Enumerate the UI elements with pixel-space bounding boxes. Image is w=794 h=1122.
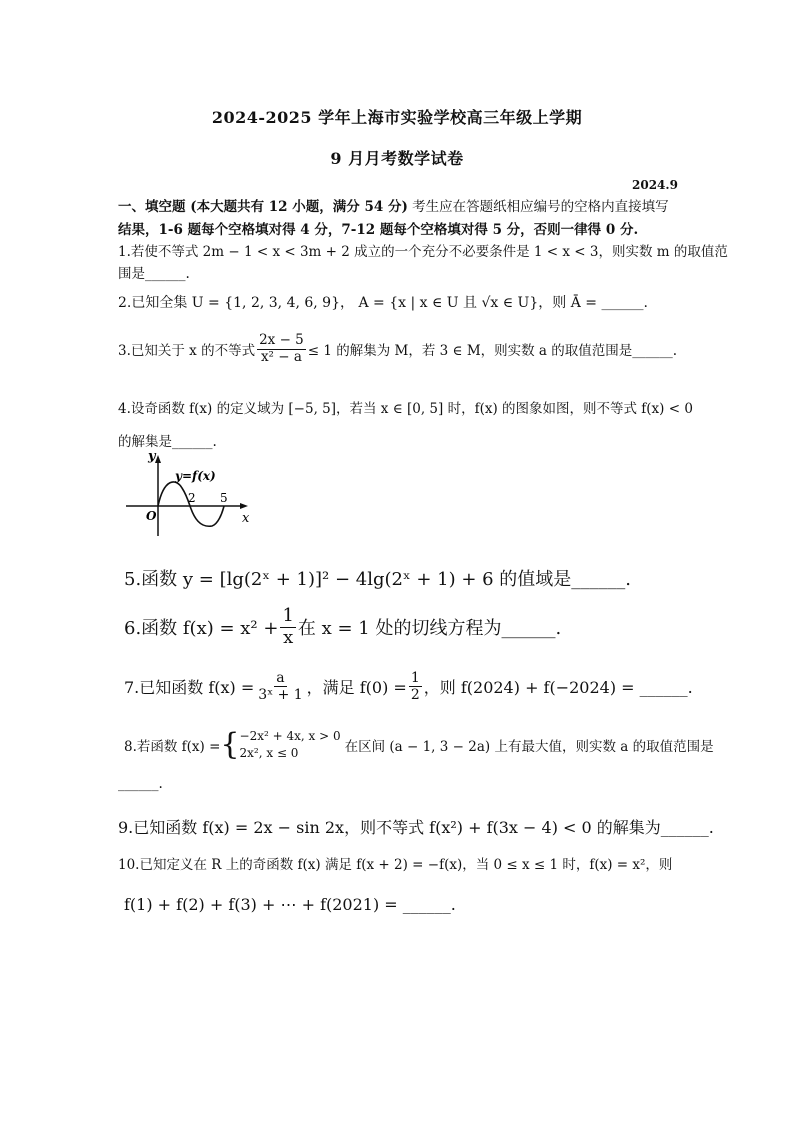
piecewise-brace: { xyxy=(220,727,240,762)
question-3-prefix: 3.已知关于 x 的不等式 xyxy=(118,343,256,360)
question-9: 9.已知函数 f(x) = 2x − sin 2x，则不等式 f(x²) + f(3x − 4) < 0 的解集为______. xyxy=(118,818,714,837)
question-7-fraction-2 xyxy=(409,670,422,703)
origin-label: O xyxy=(146,509,157,523)
question-3-denominator: x² − a xyxy=(260,348,302,365)
piecewise-case-1: −2x² + 4x, x > 0 xyxy=(239,728,341,743)
question-5: 5.函数 y = [lg(2ˣ + 1)]² − 4lg(2ˣ + 1) + 6 的值域是______. xyxy=(124,569,632,590)
question-6-suffix: 在 x = 1 处的切线方程为______. xyxy=(297,618,562,640)
question-6-fraction xyxy=(280,606,295,648)
question-8 xyxy=(124,727,714,762)
tick-label-2: 2 xyxy=(188,491,196,505)
section-instructions-line2: 结果，1-6 题每个空格填对得 4 分，7-12 题每个空格填对得 5 分，否则一律得 0 分. xyxy=(118,222,639,238)
exam-date: 2024.9 xyxy=(632,178,678,192)
question-3-fraction xyxy=(257,333,306,365)
question-6-prefix: 6.函数 f(x) = x² + xyxy=(124,618,279,640)
y-axis-label: y xyxy=(148,449,156,464)
question-1-line2: 围是______. xyxy=(118,266,190,282)
question-8-suffix: 在区间 (a − 1, 3 − 2a) 上有最大值，则实数 a 的取值范围是 xyxy=(344,738,714,755)
question-7-suffix: ，则 f(2024) + f(−2024) = ______. xyxy=(423,678,693,698)
question-3-suffix: ≤ 1 的解集为 M，若 3 ∈ M，则实数 a 的取值范围是______. xyxy=(307,343,678,360)
question-1-line1: 1.若使不等式 2m − 1 < x < 3m + 2 成立的一个充分不必要条件是 1 < x < 3，则实数 m 的取值范 xyxy=(118,244,728,260)
question-7-middle: ，满足 f(0) = xyxy=(306,678,407,698)
question-3 xyxy=(118,333,677,365)
question-4-line1: 4.设奇函数 f(x) 的定义域为 [−5, 5]，若当 x ∈ [0, 5] 时，f(x) 的图象如图，则不等式 f(x) < 0 xyxy=(118,401,693,417)
question-8-line2: ______. xyxy=(118,776,163,792)
y-axis-arrow xyxy=(155,455,161,463)
exam-title-line1: 2024-2025 学年上海市实验学校高三年级上学期 xyxy=(211,108,583,127)
piecewise-cases xyxy=(240,728,341,762)
function-graph-figure xyxy=(120,448,260,540)
question-6 xyxy=(124,606,561,648)
x-axis-arrow xyxy=(240,503,248,509)
section-instructions-line1 xyxy=(118,195,669,215)
question-4-line2: 的解集是______. xyxy=(118,434,217,450)
question-7-denominator-1: 3ˣ + 1 xyxy=(258,687,303,704)
question-3-numerator: 2x − 5 xyxy=(259,332,304,348)
section-heading: 一、填空题 (本大题共有 12 小题，满分 54 分) xyxy=(118,199,408,215)
question-7-denominator-2: 2 xyxy=(410,687,420,704)
exam-title-line2: 9 月月考数学试卷 xyxy=(330,149,464,168)
question-8-prefix: 8.若函数 f(x) = xyxy=(124,738,221,755)
question-6-numerator: 1 xyxy=(282,605,294,626)
x-axis-label: x xyxy=(242,511,250,526)
piecewise-case-2: 2x², x ≤ 0 xyxy=(239,745,299,760)
question-10-line2: f(1) + f(2) + f(3) + ⋯ + f(2021) = ______. xyxy=(124,895,456,914)
function-label: y=f(x) xyxy=(175,469,216,483)
question-6-denominator: x xyxy=(283,626,294,648)
question-7-fraction-1 xyxy=(256,670,304,703)
question-7-numerator-1: a xyxy=(276,670,285,686)
question-2: 2.已知全集 U = {1, 2, 3, 4, 6, 9}， A = {x | x ∈ U 且 √x ∈ U}，则 Ā = ______. xyxy=(118,295,648,311)
tick-label-5: 5 xyxy=(220,491,228,505)
question-7 xyxy=(124,670,693,703)
section-instructions-rest: 考生应在答题纸相应编号的空格内直接填写 xyxy=(407,199,669,215)
question-10-line1: 10.已知定义在 R 上的奇函数 f(x) 满足 f(x + 2) = −f(x)，当 0 ≤ x ≤ 1 时，f(x) = x²，则 xyxy=(118,857,673,873)
question-7-numerator-2: 1 xyxy=(410,670,420,686)
question-7-prefix: 7.已知函数 f(x) = xyxy=(124,678,255,698)
